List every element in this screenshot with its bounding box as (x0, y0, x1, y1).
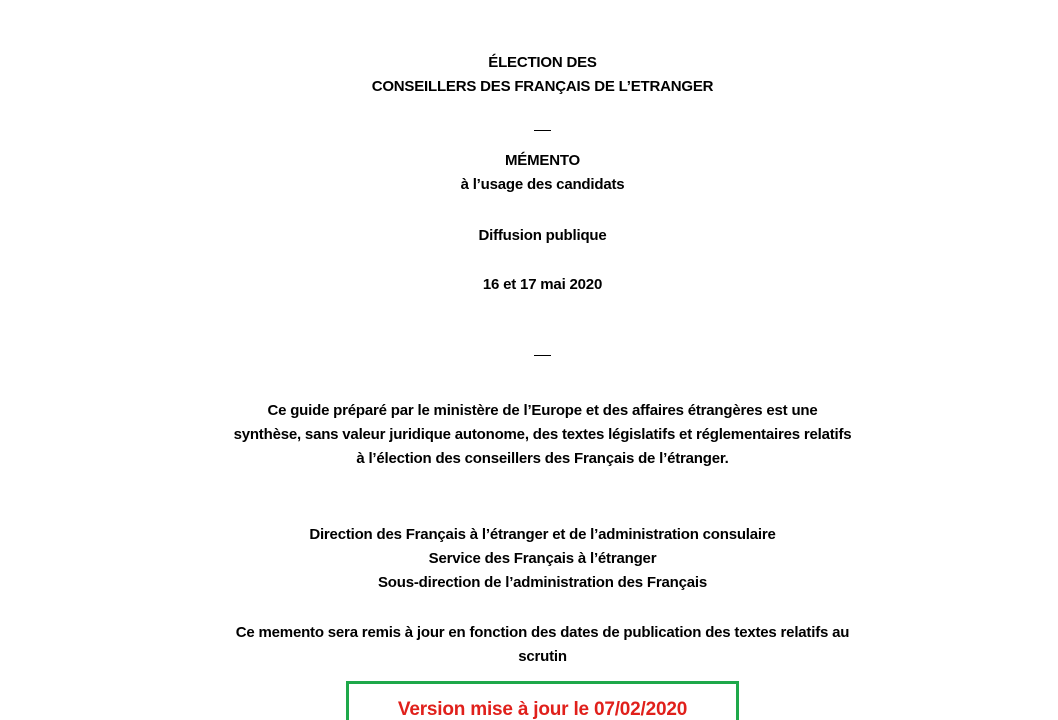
doc-type: MÉMENTO (505, 152, 580, 169)
doc-subtitle: à l’usage des candidats (460, 176, 625, 193)
authority-line-3: Sous-direction de l’administration des Français (377, 574, 707, 591)
separator-dash-middle (0, 343, 1058, 361)
title-line-2: CONSEILLERS DES FRANÇAIS DE L’ETRANGER (371, 78, 714, 95)
version-box (346, 681, 739, 720)
authority-line-2: Service des Français à l’étranger (428, 550, 657, 567)
diffusion-label: Diffusion publique (478, 227, 607, 244)
intro-line-1: Ce guide préparé par le ministère de l’Europe et des affaires étrangères est une (267, 402, 818, 419)
election-date: 16 et 17 mai 2020 (482, 276, 603, 293)
authority-line-1: Direction des Français à l’étranger et de l’administration consulaire (309, 526, 776, 543)
notice-line-2: scrutin (518, 648, 567, 665)
intro-line-2: synthèse, sans valeur juridique autonome, des textes législatifs et réglementaires relatifs (233, 426, 852, 443)
separator-dash-top (0, 118, 1058, 136)
version-label: Version mise à jour le 07/02/2020 (397, 699, 688, 720)
notice-line-1: Ce memento sera remis à jour en fonction des dates de publication des textes relatifs au (235, 624, 850, 641)
intro-line-3: à l’élection des conseillers des Français de l’étranger. (356, 450, 729, 467)
title-line-1: ÉLECTION DES (488, 54, 597, 71)
